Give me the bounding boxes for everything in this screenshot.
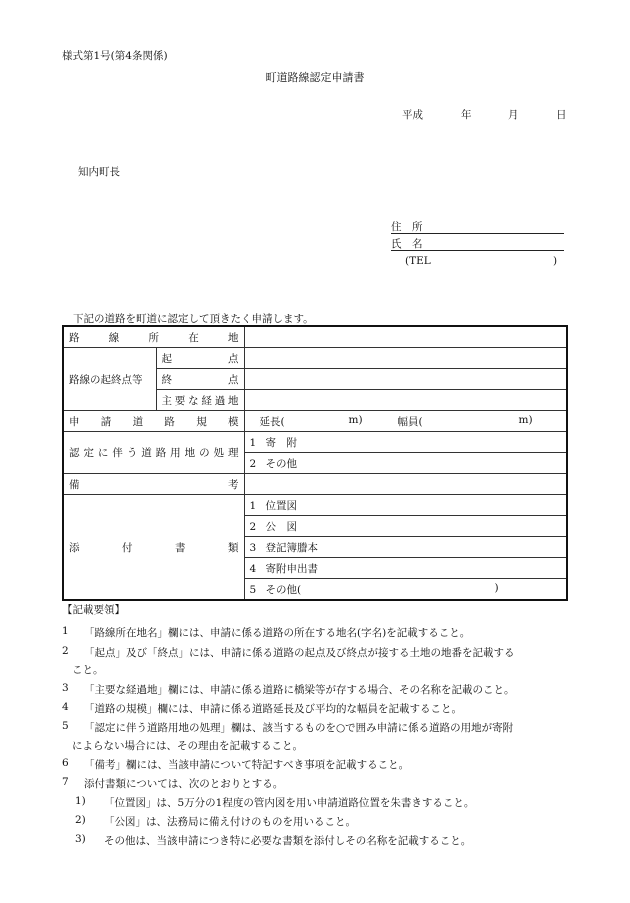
route-location-label: 路線所在地 — [63, 326, 244, 348]
subitem-number: 3) — [75, 833, 86, 845]
attachment-item[interactable] — [244, 537, 567, 558]
date-era: 平成 — [402, 109, 423, 121]
note-text: 「主要な経過地」欄には、申請に係る道路に橋梁等が存する場合、その名称を記載のこと。 — [84, 684, 515, 696]
address-field[interactable] — [391, 219, 564, 234]
option-text: 寄 附 — [265, 436, 297, 449]
note-continuation: こと。 — [72, 664, 104, 676]
attachment-item[interactable] — [244, 495, 567, 516]
road-scale-label: 申請道路規模 — [63, 411, 244, 432]
option-number: 2 — [249, 457, 257, 470]
note-text: 「認定に伴う道路用地の処理」欄は、該当するものを○で囲み申請に係る道路の用地が寄附 — [84, 722, 514, 734]
attachments-label: 添付書類 — [63, 495, 244, 601]
note-item: 4 — [62, 701, 69, 713]
row-land-1 — [63, 432, 567, 453]
road-scale-value[interactable] — [244, 411, 567, 432]
waypoints-value[interactable] — [244, 390, 567, 411]
note-text: 「路線所在地名」欄には、申請に係る道路の所在する地名(字名)を記載すること。 — [84, 627, 471, 639]
note-text: 「備考」欄には、当該申請について特記すべき事項を記載すること。 — [84, 759, 410, 771]
option-text: その他 — [265, 457, 297, 470]
item-number: 1 — [249, 499, 257, 512]
item-text: 寄附申出書 — [265, 562, 318, 575]
remarks-value[interactable] — [244, 474, 567, 495]
route-location-value[interactable] — [244, 326, 567, 348]
item-text: 公 図 — [265, 520, 297, 533]
length-unit: m) — [348, 414, 363, 426]
note-text: 「道路の規模」欄には、申請に係る道路延長及び平均的な幅員を記載すること。 — [84, 703, 462, 715]
date-month: 月 — [508, 109, 519, 121]
item-text: その他( — [265, 583, 302, 596]
item-number: 2 — [249, 520, 257, 533]
subitem-number: 2) — [75, 814, 86, 826]
name-label: 氏 名 — [391, 238, 423, 250]
notes-heading: 【記載要領】 — [62, 604, 125, 616]
document-title: 町道路線認定申請書 — [265, 71, 365, 84]
land-option[interactable] — [244, 432, 567, 453]
end-label: 終点 — [156, 369, 244, 390]
address-label: 住 所 — [391, 221, 423, 233]
item-number: 3 — [249, 541, 257, 554]
note-text: 添付書類については、次のとおりとする。 — [84, 778, 284, 790]
item-close: ) — [494, 582, 499, 594]
land-option[interactable] — [244, 453, 567, 474]
note-item: 6 — [62, 757, 69, 769]
subitem-text: その他は、当該申請につき特に必要な書類を添付しその名称を記載すること。 — [104, 835, 472, 847]
row-remarks — [63, 474, 567, 495]
start-value[interactable] — [244, 348, 567, 369]
item-text: 登記簿謄本 — [265, 541, 318, 554]
row-attach-1 — [63, 495, 567, 516]
application-table — [62, 325, 568, 601]
note-continuation: によらない場合には、その理由を記載すること。 — [72, 740, 303, 752]
note-item: 2 — [62, 645, 69, 657]
row-road-scale — [63, 411, 567, 432]
option-number: 1 — [249, 436, 257, 449]
length-label: 延長( — [259, 416, 285, 428]
addressee: 知内町長 — [78, 166, 120, 178]
note-item: 3 — [62, 682, 69, 694]
tel-close: ) — [553, 255, 558, 267]
form-number: 様式第1号(第4条関係) — [62, 50, 168, 62]
date-day: 日 — [556, 109, 567, 121]
subitem-text: 「公図」は、法務局に備え付けのものを用いること。 — [104, 816, 356, 828]
note-item: 7 — [62, 776, 69, 788]
tel-field[interactable]: (TEL — [405, 255, 431, 267]
remarks-label: 備考 — [63, 474, 244, 495]
note-item: 1 — [62, 625, 69, 637]
note-text: 「起点」及び「終点」には、申請に係る道路の起点及び終点が接する土地の地番を記載する — [84, 647, 515, 659]
note-item: 5 — [62, 720, 69, 732]
land-handling-label: 認定に伴う道路用地の処理 — [63, 432, 244, 474]
row-start — [63, 348, 567, 369]
waypoints-label: 主要な経過地 — [156, 390, 244, 411]
start-label: 起点 — [156, 348, 244, 369]
attachment-item[interactable] — [244, 516, 567, 537]
subitem-number: 1) — [75, 795, 86, 807]
item-text: 位置図 — [265, 499, 297, 512]
item-number: 4 — [249, 562, 257, 575]
lead-text: 下記の道路を町道に認定して頂きたく申請します。 — [73, 313, 314, 325]
item-number: 5 — [249, 583, 257, 596]
attachment-item[interactable] — [244, 558, 567, 579]
date-year: 年 — [461, 109, 472, 121]
row-route-location — [63, 326, 567, 348]
end-value[interactable] — [244, 369, 567, 390]
width-unit: m) — [518, 414, 533, 426]
name-field[interactable] — [391, 236, 564, 251]
subitem-text: 「位置図」は、5万分の1程度の管内図を用い申請道路位置を朱書きすること。 — [104, 797, 475, 809]
route-points-label: 路線の起終点等 — [63, 348, 156, 411]
attachment-item[interactable] — [244, 579, 567, 601]
width-label: 幅員( — [397, 416, 423, 428]
